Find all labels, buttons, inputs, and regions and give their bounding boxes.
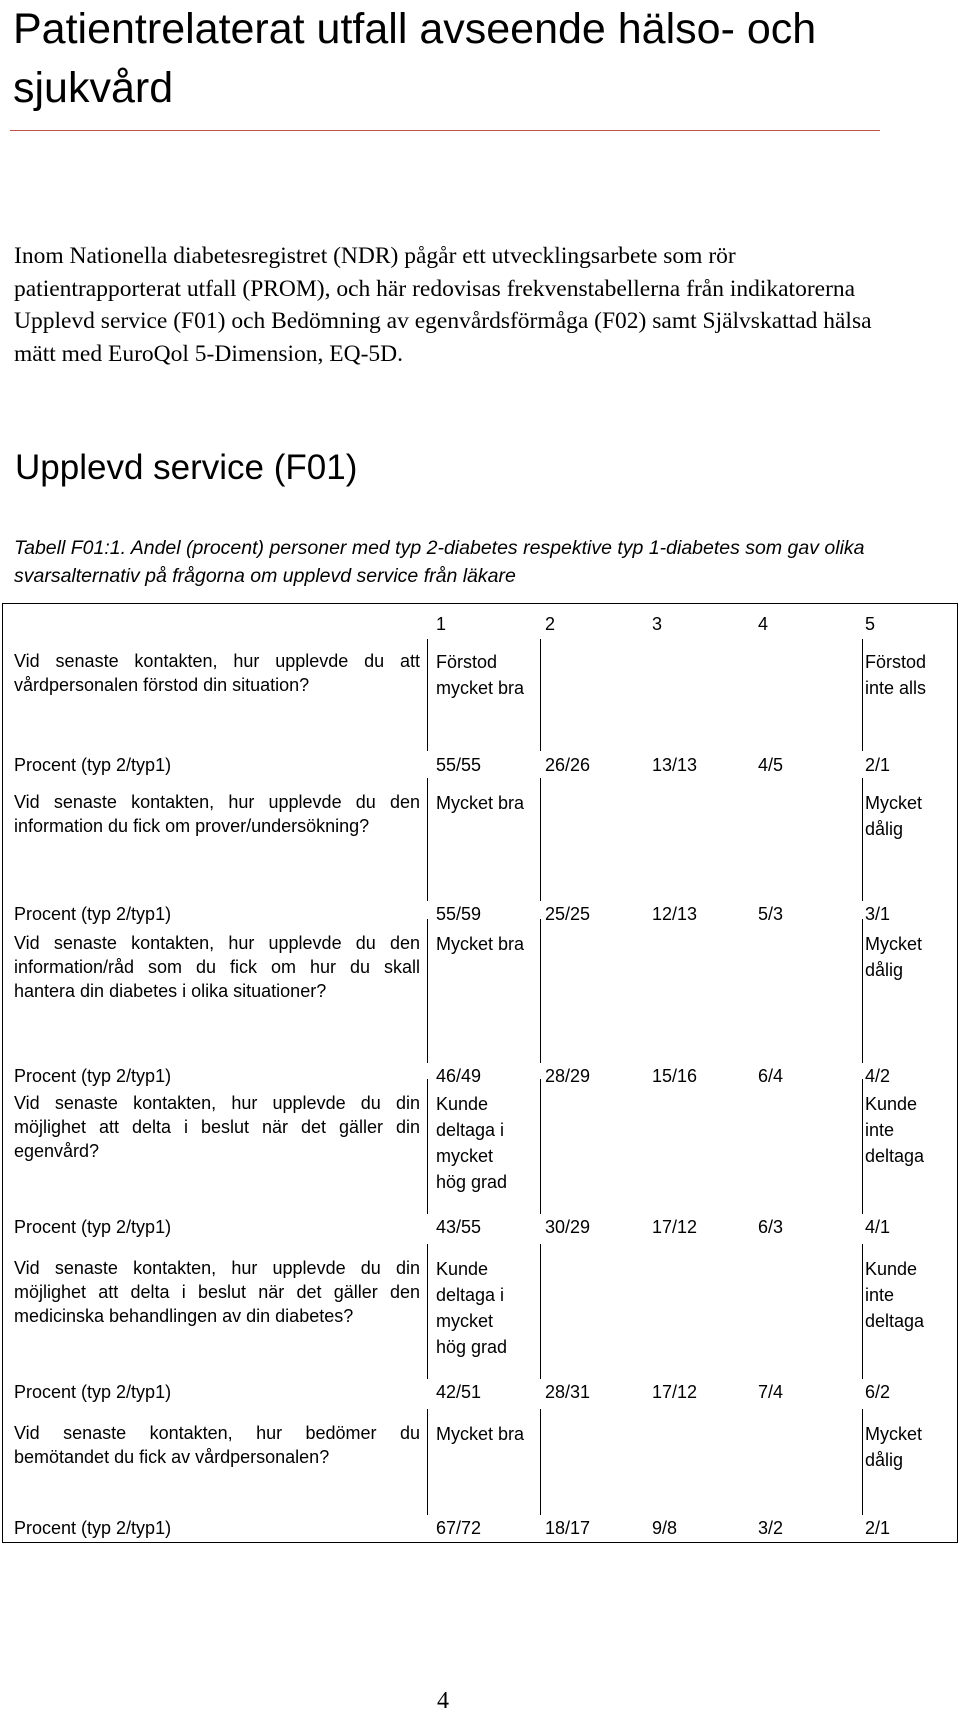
- percent-value: 2/1: [865, 755, 891, 775]
- percent-value: 6/4: [758, 1066, 784, 1086]
- scale-label-high: Förstod inte alls: [865, 652, 927, 698]
- percent-value: 5/3: [758, 904, 784, 924]
- scale-label-low: Mycket bra: [436, 934, 525, 954]
- percent-value: 4/2: [865, 1066, 891, 1086]
- table-column-rule: [540, 1244, 541, 1379]
- intro-paragraph: Inom Nationella diabetesregistret (NDR) pågår ett utvecklingsarbete som rör patientrapporterat utfall (PROM), och här redovisas frekvenstabellerna från indikatorerna Upplevd service (F01) och Bedömning av egenvårdsförmåga (F02) samt Självskattad hälsa mätt med EuroQol 5-Dimension, EQ-5D.: [14, 243, 872, 367]
- scale-label-low: Mycket bra: [436, 1424, 525, 1444]
- percent-value: 18/17: [545, 1518, 591, 1538]
- percent-row-label: Procent (typ 2/typ1): [14, 1217, 172, 1237]
- survey-table: [2, 603, 958, 1543]
- table-column-rule: [862, 778, 863, 901]
- table-column-rule: [427, 639, 428, 751]
- question-text: Vid senaste kontakten, hur upplevde du din möjlighet att delta i beslut när det gäller din egenvård?: [14, 1093, 420, 1161]
- table-column-rule: [862, 919, 863, 1063]
- question-text: Vid senaste kontakten, hur upplevde du den information/råd som du fick om hur du skall hantera din diabetes i olika situationer?: [14, 933, 420, 1001]
- title-divider: [10, 130, 880, 131]
- percent-row-label: Procent (typ 2/typ1): [14, 904, 172, 924]
- table-column-rule: [540, 778, 541, 901]
- percent-value: 46/49: [436, 1066, 482, 1086]
- percent-value: 42/51: [436, 1382, 482, 1402]
- question-text: Vid senaste kontakten, hur upplevde du den information du fick om prover/undersökning?: [14, 792, 420, 836]
- percent-row-label: Procent (typ 2/typ1): [14, 1066, 172, 1086]
- percent-value: 7/4: [758, 1382, 784, 1402]
- question-text: Vid senaste kontakten, hur upplevde du att vårdpersonalen förstod din situation?: [14, 651, 420, 695]
- percent-value: 3/2: [758, 1518, 784, 1538]
- table-column-rule: [540, 919, 541, 1063]
- page-number: 4: [437, 1688, 449, 1714]
- scale-label-high: Mycket dålig: [865, 1424, 923, 1470]
- table-column-rule: [540, 1409, 541, 1515]
- percent-row-label: Procent (typ 2/typ1): [14, 755, 172, 775]
- scale-label-high: Mycket dålig: [865, 934, 923, 980]
- table-column-rule: [427, 1409, 428, 1515]
- percent-value: 67/72: [436, 1518, 482, 1538]
- section-heading: Upplevd service (F01): [15, 448, 358, 487]
- percent-value: 55/55: [436, 755, 482, 775]
- percent-value: 28/31: [545, 1382, 591, 1402]
- percent-row-label: Procent (typ 2/typ1): [14, 1518, 172, 1538]
- scale-header-1: 1: [436, 614, 447, 634]
- table-column-rule: [427, 1244, 428, 1379]
- percent-value: 26/26: [545, 755, 591, 775]
- percent-value: 17/12: [652, 1217, 698, 1237]
- percent-value: 6/3: [758, 1217, 784, 1237]
- percent-value: 12/13: [652, 904, 698, 924]
- table-column-rule: [427, 778, 428, 901]
- scale-label-low: Mycket bra: [436, 793, 525, 813]
- scale-label-high: Kunde inte deltaga: [865, 1094, 925, 1166]
- scale-header-2: 2: [545, 614, 556, 634]
- percent-value: 6/2: [865, 1382, 891, 1402]
- scale-header-5: 5: [865, 614, 876, 634]
- percent-value: 28/29: [545, 1066, 591, 1086]
- percent-value: 4/5: [758, 755, 784, 775]
- percent-value: 30/29: [545, 1217, 591, 1237]
- table-column-rule: [862, 1244, 863, 1379]
- table-column-rule: [540, 639, 541, 751]
- percent-value: 43/55: [436, 1217, 482, 1237]
- scale-header-4: 4: [758, 614, 769, 634]
- percent-value: 9/8: [652, 1518, 678, 1538]
- percent-value: 15/16: [652, 1066, 698, 1086]
- scale-header-3: 3: [652, 614, 663, 634]
- question-text: Vid senaste kontakten, hur bedömer du bemötandet du fick av vårdpersonalen?: [14, 1423, 420, 1467]
- table-column-rule: [540, 1079, 541, 1214]
- question-text: Vid senaste kontakten, hur upplevde du din möjlighet att delta i beslut när det gäller den medicinska behandlingen av din diabetes?: [14, 1258, 420, 1326]
- percent-value: 55/59: [436, 904, 482, 924]
- percent-value: 3/1: [865, 904, 891, 924]
- percent-value: 13/13: [652, 755, 698, 775]
- percent-value: 4/1: [865, 1217, 891, 1237]
- table-column-rule: [427, 919, 428, 1063]
- scale-label-high: Mycket dålig: [865, 793, 923, 839]
- scale-label-low: Förstod mycket bra: [436, 652, 525, 698]
- percent-value: 2/1: [865, 1518, 891, 1538]
- table-column-rule: [862, 639, 863, 751]
- table-column-rule: [427, 1079, 428, 1214]
- scale-label-low: Kunde deltaga i mycket hög grad: [436, 1094, 508, 1192]
- table-column-rule: [862, 1409, 863, 1515]
- percent-row-label: Procent (typ 2/typ1): [14, 1382, 172, 1402]
- page-title: Patientrelaterat utfall avseende hälso- och sjukvård: [13, 5, 817, 112]
- scale-label-high: Kunde inte deltaga: [865, 1259, 925, 1331]
- percent-value: 17/12: [652, 1382, 698, 1402]
- scale-label-low: Kunde deltaga i mycket hög grad: [436, 1259, 508, 1357]
- table-column-rule: [862, 1079, 863, 1214]
- percent-value: 25/25: [545, 904, 591, 924]
- table-caption: Tabell F01:1. Andel (procent) personer med typ 2-diabetes respektive typ 1-diabetes som gav olika svarsalternativ på frågorna om upplevd service från läkare: [14, 537, 865, 587]
